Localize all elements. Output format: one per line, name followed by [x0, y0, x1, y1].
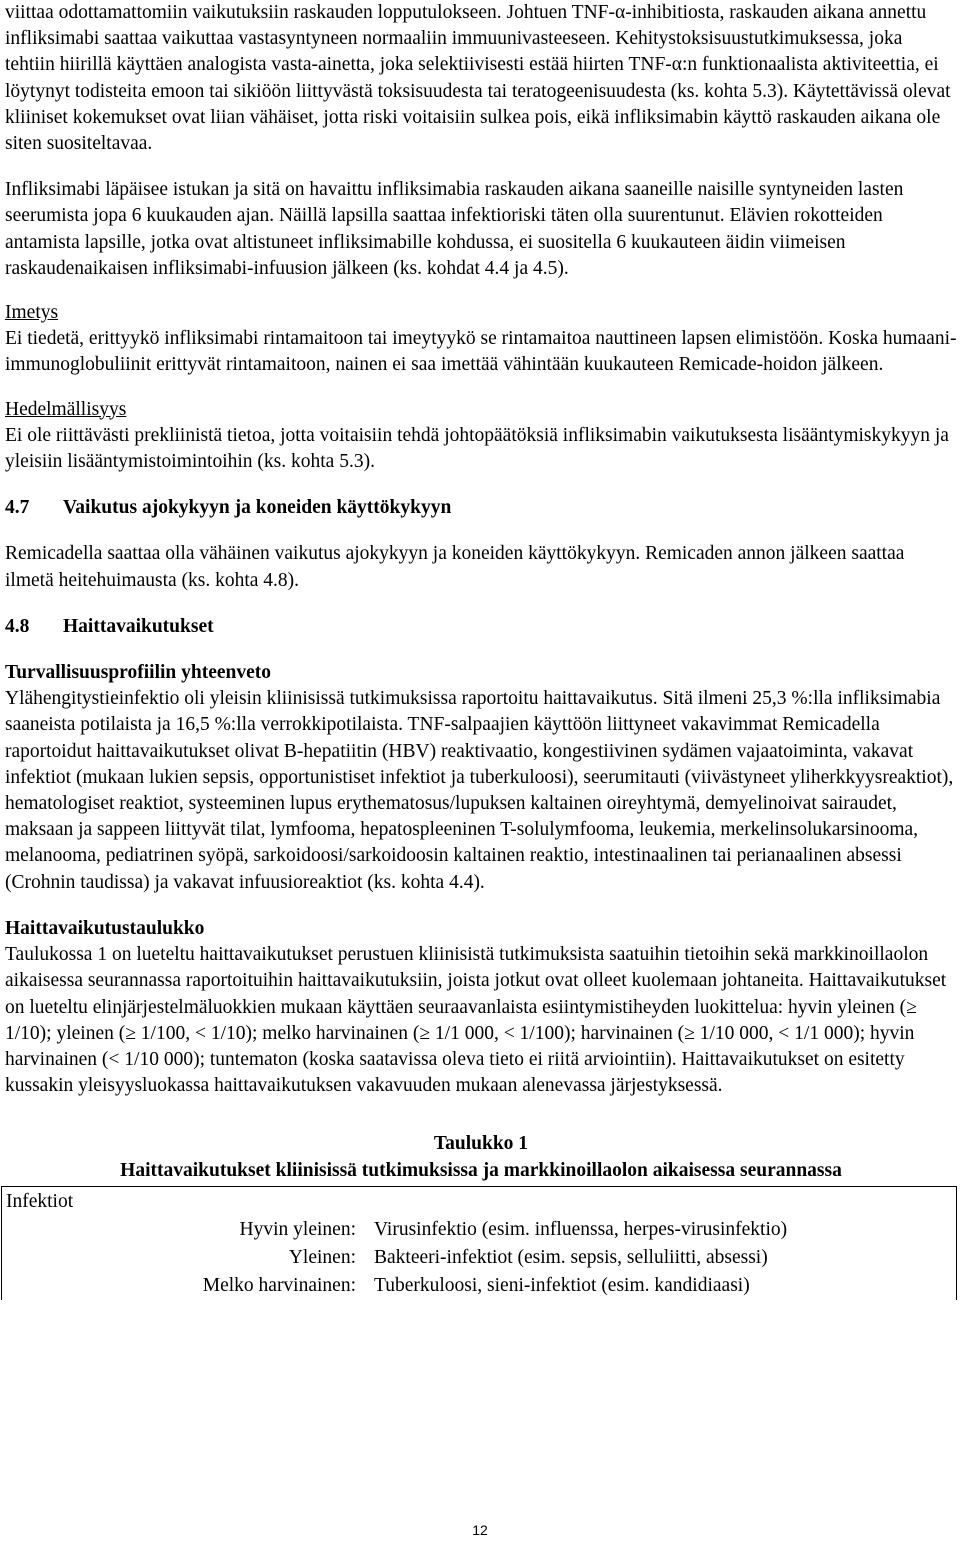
- table-intro-section: [5, 916, 957, 1099]
- frequency-cell: Yleinen:: [288, 1246, 356, 1268]
- table-category: Infektiot: [6, 1190, 74, 1212]
- breastfeeding-section: [5, 300, 957, 379]
- table-row: [2, 1272, 956, 1300]
- placenta-paragraph: Infliksimabi läpäisee istukan ja sitä on havaittu infliksimabia raskauden aikana saaneille naisille syntyneiden lasten seerumista jopa 6 kuukauden ajan. Näillä lapsilla saattaa infektioriski täten olla suurentunut. Elävien rokotteiden antamista lapsille, jotka ovat altistuneet infliksimabille kohdussa, ei suositella 6 kuukauteen äidin viimeisen raskaudenaikaisen infliksimabi-infuusion jälkeen (ks. kohdat 4.4 ja 4.5).: [5, 179, 904, 279]
- document-page: [5, 0, 957, 1300]
- fertility-section: [5, 397, 957, 476]
- safety-heading: Turvallisuusprofiilin yhteenveto: [5, 662, 272, 684]
- section-4-8-title: Haittavaikutukset: [63, 615, 214, 637]
- pregnancy-paragraph: viittaa odottamattomiin vaikutuksiin raskauden lopputulokseen. Johtuen TNF-α-inhibitiosta, raskauden aikana annettu infliksimabi saattaa vaikuttaa vastasyntyneen normaaliin immuunivasteeseen. Kehitystoksisuustutkimuksessa, joka tehtiin hiirillä käyttäen analogista vasta-ainetta, joka selektiivisesti estää hiirten TNF-α:n funktionaalista aktiviteettia, ei löytynyt todisteita emoon tai sikiöön liittyvästä toksisuudesta tai teratogeenisuudesta (ks. kohta 5.3). Käytettävissä olevat kliiniset kokemukset ovat liian vähäiset, jotta riski voitaisiin sulkea pois, eikä infliksimabin käyttö raskauden aikana ole siten suositeltavaa.: [5, 2, 951, 155]
- safety-text: Ylähengitystieinfektio oli yleisin kliinisissä tutkimuksissa raportoitu haittavaikutus. Sitä ilmeni 25,3 %:lla infliksimabia saaneista potilaista ja 16,5 %:lla verrokkipotilaista. TNF-salpaajien käyttöön liittyneet vakavimmat Remicadella raportoidut haittavaikutukset olivat B-hepatiitin (HBV) reaktivaatio, kongestiivinen sydämen vajaatoiminta, vakavat infektiot (mukaan lukien sepsis, opportunistiset infektiot ja tuberkuloosi), seerumitauti (viivästyneet yliherkkyysreaktiot), hematologiset reaktiot, systeeminen lupus erythematosus/lupuksen kaltainen oireyhtymä, demyelinoivat sairaudet, maksaan ja sappeen liittyvät tilat, lymfooma, hepatospleeninen T-solulymfooma, leukemia, merkelinsolukarsinooma, melanooma, pediatrinen syöpä, sarkoidoosi/sarkoidoosin kaltainen reaktio, intestinaalinen tai perianaalinen absessi (Crohnin taudissa) ja vakavat infuusioreaktiot (ks. kohta 4.4).: [5, 688, 954, 893]
- safety-section: [5, 660, 957, 896]
- table-caption: [5, 1131, 957, 1183]
- fertility-text: Ei ole riittävästi prekliinistä tietoa, jotta voitaisiin tehdä johtopäätöksiä infliksimabin vaikutuksesta lisääntymiskykyyn ja yleisiin lisääntymistoimintoihin (ks. kohta 5.3).: [5, 424, 949, 473]
- effect-cell: Virusinfektio (esim. influenssa, herpes-virusinfektio): [374, 1218, 788, 1240]
- section-4-8-number: 4.8: [5, 615, 30, 637]
- adverse-effects-table: [1, 1186, 957, 1300]
- table-intro-heading: Haittavaikutustaulukko: [5, 917, 205, 939]
- table-caption-number: Taulukko 1: [433, 1133, 529, 1155]
- frequency-cell: Hyvin yleinen:: [239, 1218, 356, 1240]
- breastfeeding-text: Ei tiedetä, erittyykö infliksimabi rintamaitoon tai imeytyykö se rintamaitoa nauttineen lapsen elimistöön. Koska humaani-immunoglobuliinit erittyvät rintamaitoon, nainen ei saa imettää vähintään kuukauteen Remicade-hoidon jälkeen.: [5, 328, 957, 376]
- section-4-7-number: 4.7: [5, 497, 30, 519]
- page-number: 12: [472, 1522, 488, 1538]
- table-intro-text: Taulukossa 1 on lueteltu haittavaikutukset perustuen kliinisistä tutkimuksista saatuihin tietoihin sekä markkinoillaolon aikaisessa seurannassa raportoituihin haittavaikutuksiin, joista jotkut ovat olleet kuolemaan johtaneita. Haittavaikutukset on lueteltu elinjärjestelmäluokkien mukaan käyttäen seuraavanlaista esiintymistiheyden luokittelua: hyvin yleinen (≥ 1/10); yleinen (≥ 1/100, < 1/10); melko harvinainen (≥ 1/1 000, < 1/100); harvinainen (≥ 1/10 000, < 1/1 000); hyvin harvinainen (< 1/10 000); tuntematon (koska saatavissa oleva tieto ei riitä arviointiin). Haittavaikutukset on esitetty kussakin yleisyysluokassa haittavaikutuksen vakavuuden mukaan alenevassa järjestyksessä.: [5, 944, 947, 1097]
- table-row: [2, 1244, 956, 1272]
- section-4-8-heading: [5, 614, 957, 640]
- table-caption-title: Haittavaikutukset kliinisissä tutkimuksissa ja markkinoillaolon aikaisessa seurannassa: [120, 1159, 842, 1181]
- fertility-heading: Hedelmällisyys: [5, 398, 127, 420]
- frequency-cell: Melko harvinainen:: [202, 1274, 356, 1296]
- table-row: [2, 1216, 956, 1244]
- section-4-7-text: Remicadella saattaa olla vähäinen vaikutus ajokykyyn ja koneiden käyttökykyyn. Remicaden annon jälkeen saattaa ilmetä heitehuimausta (ks. kohta 4.8).: [5, 543, 905, 591]
- section-4-7-heading: [5, 495, 957, 521]
- section-4-7-title: Vaikutus ajokykyyn ja koneiden käyttökykyyn: [63, 497, 452, 519]
- breastfeeding-heading: Imetys: [5, 302, 59, 324]
- effect-cell: Bakteeri-infektiot (esim. sepsis, selluliitti, absessi): [374, 1246, 768, 1268]
- effect-cell: Tuberkuloosi, sieni-infektiot (esim. kandidiaasi): [374, 1274, 750, 1296]
